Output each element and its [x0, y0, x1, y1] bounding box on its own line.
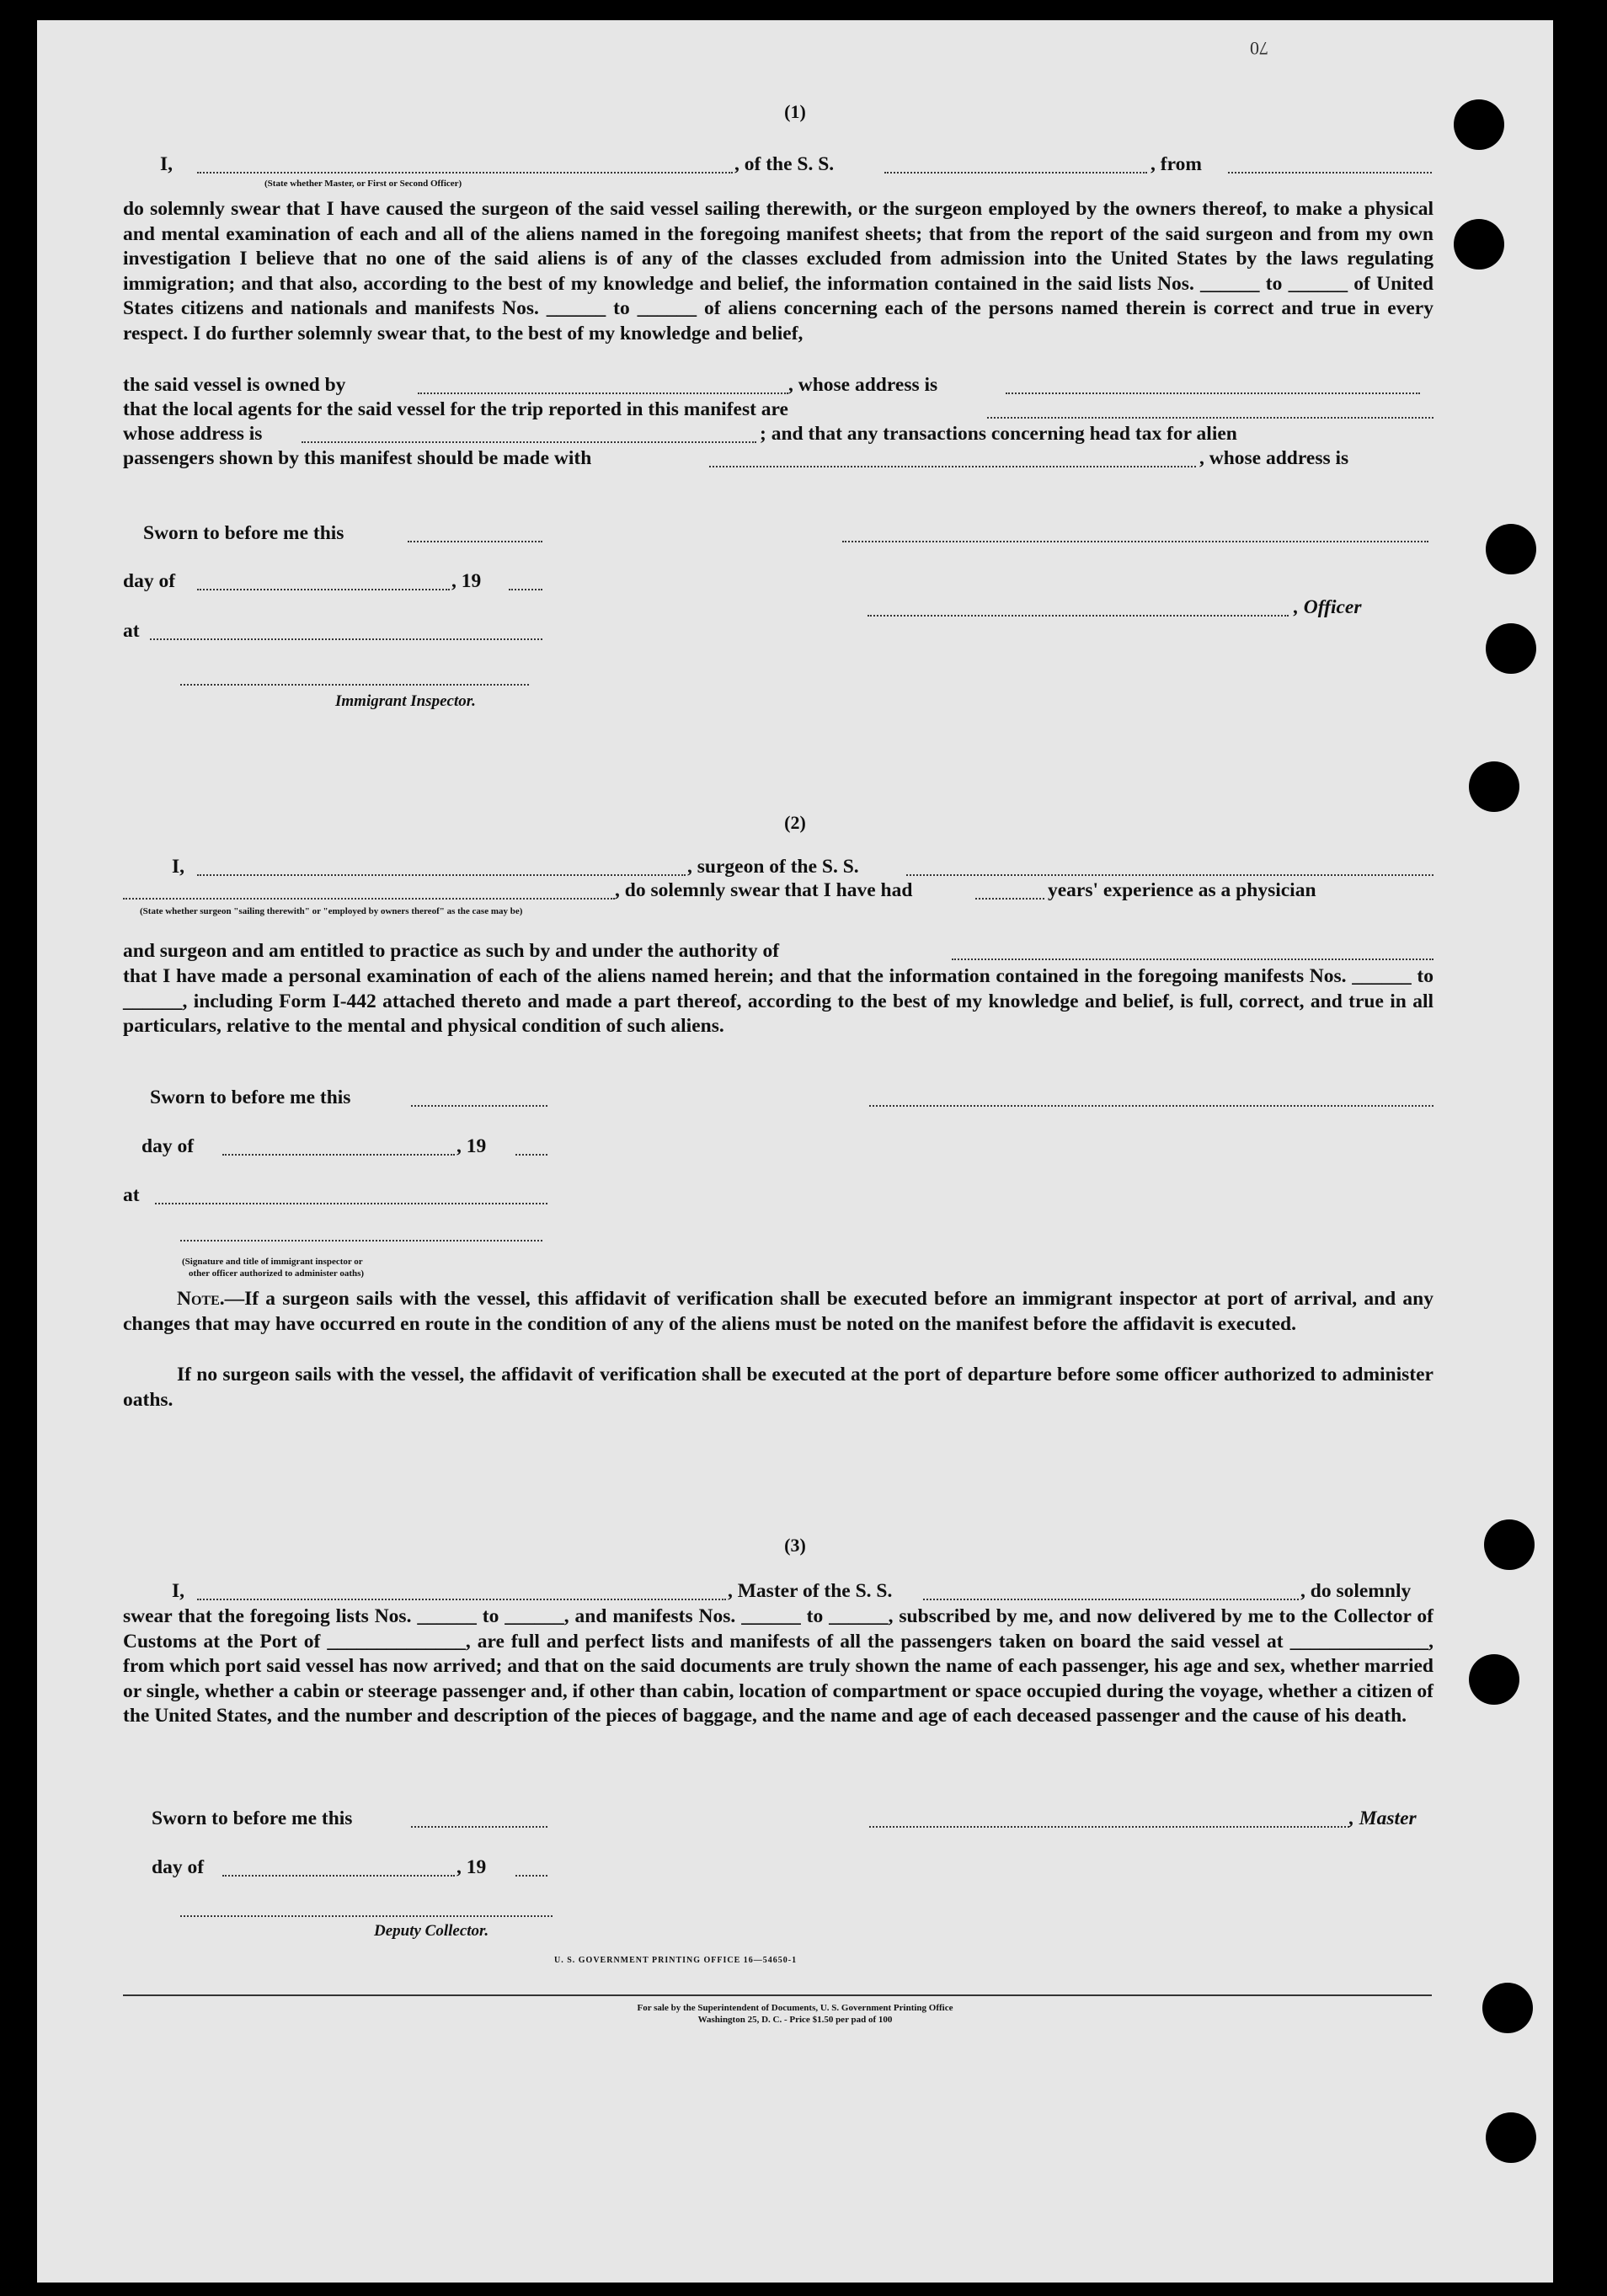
s1-signature-line[interactable] [842, 541, 1428, 542]
s2-i-label: I, [172, 856, 185, 878]
s3-year-label: , 19 [456, 1856, 487, 1878]
s1-headtax-address-label: , whose address is [1199, 447, 1349, 469]
s2-day-field[interactable] [222, 1154, 455, 1156]
s2-note-text: —If a surgeon sails with the vessel, this affidavit of verification shall be executed before an immigrant inspector at port of arrival, and any changes that may have occurred en route in the condition of any of the aliens must be noted on the manifest before the affidavit is executed. [123, 1288, 1433, 1335]
s1-year-field[interactable] [509, 589, 542, 590]
s2-do-solemnly: , do solemnly swear that I have had [615, 879, 913, 901]
s1-inspector-label: Immigrant Inspector. [335, 692, 476, 710]
s2-signature-line[interactable] [869, 1105, 1433, 1107]
s2-year-field[interactable] [515, 1154, 547, 1156]
s3-master-of-label: , Master of the S. S. [728, 1580, 893, 1602]
s2-ship-field[interactable] [906, 874, 1433, 876]
s2-authority-field[interactable] [952, 958, 1433, 960]
s1-year-label: , 19 [451, 570, 482, 592]
s3-day-field[interactable] [222, 1875, 455, 1877]
s3-collector-label: Deputy Collector. [374, 1922, 489, 1940]
s2-surgeon-note: (State whether surgeon "sailing therewith" or "employed by owners thereof" as the case may be) [140, 906, 523, 916]
s1-owner-address-label: , whose address is [788, 374, 938, 396]
punch-hole [1486, 524, 1536, 574]
corner-mark: 70 [1250, 38, 1268, 59]
s2-sig-note-2: other officer authorized to administer oaths) [189, 1268, 365, 1279]
s1-headtax-field[interactable] [709, 466, 1196, 467]
s2-paragraph: that I have made a personal examination of each of the aliens named herein; and that the information contained in the foregoing manifests Nos. ______ to ______, including Form I-442 attached thereto and made a part thereof, according to the best of my knowledge and belief, is full, correct, and true in all particulars, relative to the mental and physical condition of such aliens. [123, 965, 1433, 1037]
section-3-number: (3) [784, 1535, 806, 1556]
s1-inspector-sign-line[interactable] [180, 684, 529, 686]
footer-line-1: For sale by the Superintendent of Documents, U. S. Government Printing Office [637, 2003, 953, 2013]
s1-sworn-label: Sworn to before me this [143, 522, 344, 544]
printing-office-stamp: U. S. GOVERNMENT PRINTING OFFICE 16—54650-1 [554, 1956, 798, 1965]
s2-note [123, 1287, 1433, 1337]
s1-i-label: I, [160, 153, 174, 175]
s3-sworn-field[interactable] [411, 1826, 547, 1828]
s3-master-field[interactable] [197, 1599, 726, 1600]
punch-hole [1486, 623, 1536, 674]
s1-agents-label: that the local agents for the said vessel for the trip reported in this manifest are [123, 398, 788, 420]
punch-hole [1469, 761, 1519, 812]
s1-agents-field[interactable] [987, 417, 1433, 419]
s2-years-field[interactable] [975, 898, 1044, 900]
s3-master-sign-line[interactable] [869, 1826, 1349, 1828]
s1-ship-field[interactable] [884, 172, 1147, 174]
s1-agents-address-label: whose address is [123, 423, 263, 445]
s2-note-2: If no surgeon sails with the vessel, the affidavit of verification shall be executed at the port of departure before some officer authorized to administer oaths. [123, 1364, 1433, 1411]
s1-officer-label: , Officer [1294, 596, 1362, 618]
s2-sworn-label: Sworn to before me this [150, 1087, 351, 1108]
s2-at-field[interactable] [155, 1203, 547, 1204]
s3-paragraph: swear that the foregoing lists Nos. ______ to ______, and manifests Nos. ______ to ______, subscribed by me, and now delivered by me to the Collector of Customs at the Port of ______________, are full and perfect lists and manifests of all the passengers taken on board the said vessel at ______________, from which port said vessel has now arrived; and that on the said documents are truly shown the name of each passenger, his age and sex, whether married or single, whether a cabin or steerage passenger and, if other than cabin, location of compartment or space occupied during the voyage, whether a citizen of the United States, and the number and description of the pieces of baggage, and the name and age of each deceased passenger and the cause of his death. [123, 1605, 1433, 1727]
s1-transactions-text: ; and that any transactions concerning head tax for alien [760, 423, 1237, 445]
s2-note-label: Note. [177, 1288, 225, 1310]
s1-ss-label: , of the S. S. [734, 153, 835, 175]
s1-officer-field[interactable] [197, 172, 733, 174]
s1-officer-note: (State whether Master, or First or Second Officer) [264, 179, 462, 189]
s1-owned-by-label: the said vessel is owned by [123, 374, 346, 396]
s3-sworn-label: Sworn to before me this [152, 1807, 353, 1829]
s2-authority-label: and surgeon and am entitled to practice as such by and under the authority of [123, 940, 780, 962]
s3-master-label: , Master [1349, 1807, 1417, 1829]
s1-from-field[interactable] [1228, 172, 1432, 174]
s1-passengers-label: passengers shown by this manifest should be made with [123, 447, 592, 469]
footer-line-2: Washington 25, D. C. - Price $1.50 per pad of 100 [697, 2015, 893, 2025]
punch-hole [1454, 219, 1504, 270]
s1-paragraph: do solemnly swear that I have caused the surgeon of the said vessel sailing therewith, or the surgeon employed by the owners thereof, to make a physical and mental examination of each and all of the aliens named in the foregoing manifest sheets; that from the report of the said surgeon and from my own investigation I believe that no one of the said aliens is of any of the classes excluded from admission into the United States by the laws regulating immigration; and that also, according to the best of my knowledge and belief, the information contained in the said lists Nos. ______ to ______ of United States citizens and nationals and manifests Nos. ______ to ______ of aliens concerning each of the persons named therein is correct and true in every respect. I do further solemnly swear that, to the best of my knowledge and belief, [123, 198, 1433, 344]
s1-owner-address-field[interactable] [1006, 392, 1420, 394]
s1-sworn-field[interactable] [408, 541, 542, 542]
s1-day-label: day of [123, 570, 176, 592]
s2-type-field[interactable] [123, 898, 615, 900]
s1-at-label: at [123, 620, 140, 642]
punch-hole [1486, 2112, 1536, 2163]
s3-collector-sign-line[interactable] [180, 1915, 553, 1917]
punch-hole [1469, 1654, 1519, 1705]
s2-year-label: , 19 [456, 1135, 487, 1157]
form-page [37, 20, 1553, 2283]
s2-at-label: at [123, 1184, 140, 1206]
s1-day-field[interactable] [197, 589, 450, 590]
s2-day-label: day of [141, 1135, 195, 1157]
footer-rule [123, 1994, 1432, 1996]
s1-from-label: , from [1151, 153, 1202, 175]
s2-years-label: years' experience as a physician [1048, 879, 1316, 901]
s3-i-label: I, [172, 1580, 185, 1602]
s1-at-field[interactable] [150, 638, 542, 640]
s2-sig-note-1: (Signature and title of immigrant inspector or [182, 1257, 363, 1267]
s3-day-label: day of [152, 1856, 205, 1878]
s2-surgeon-of-label: , surgeon of the S. S. [687, 856, 859, 878]
s2-surgeon-field[interactable] [197, 874, 686, 876]
s2-inspector-sign-line[interactable] [180, 1240, 542, 1241]
s1-agents-address-field[interactable] [302, 441, 756, 443]
section-2-number: (2) [784, 812, 806, 833]
s3-year-field[interactable] [515, 1875, 547, 1877]
s3-do-solemnly: , do solemnly [1300, 1580, 1412, 1602]
section-1-number: (1) [784, 101, 806, 122]
s2-sworn-field[interactable] [411, 1105, 547, 1107]
s3-ship-field[interactable] [923, 1599, 1299, 1600]
s1-officer-sign-line[interactable] [868, 615, 1289, 617]
s1-owner-field[interactable] [418, 392, 788, 394]
